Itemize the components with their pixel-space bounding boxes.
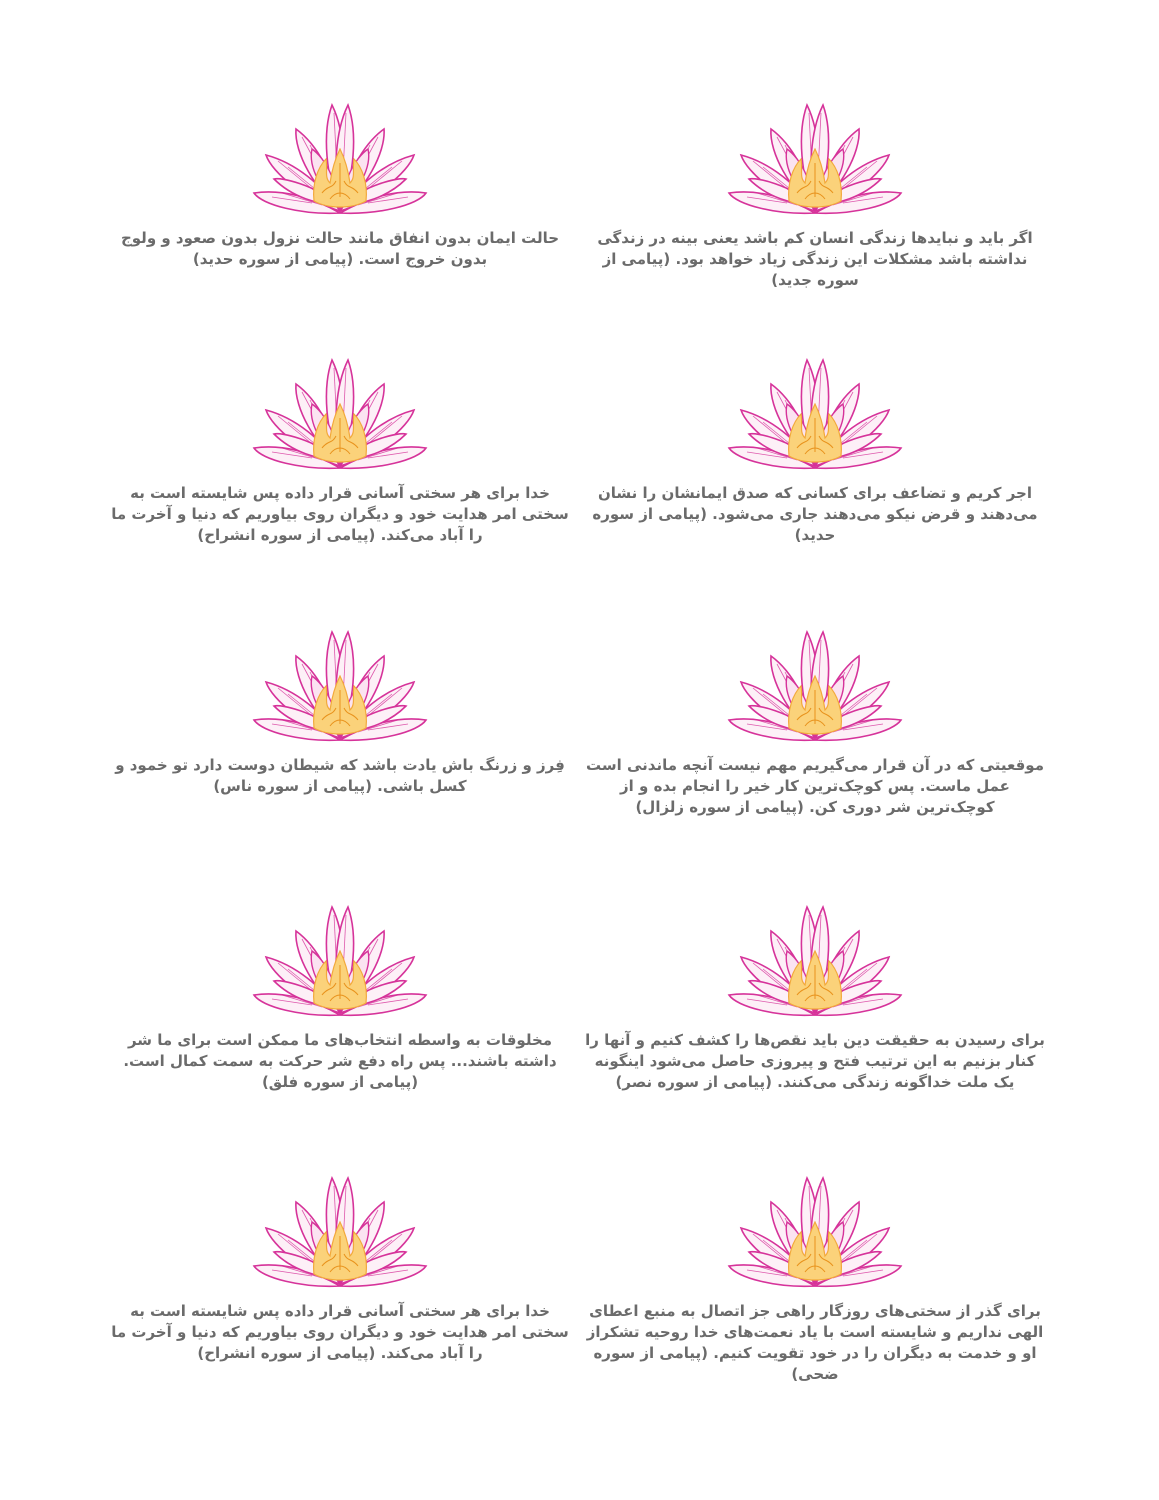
card-4 (110, 345, 570, 546)
card-7 (585, 892, 1045, 1093)
lotus-flower-icon (252, 617, 428, 753)
quote-text: خدا برای هر سختی آسانی قرار داده پس شایسته است به سختی امر هدایت خود و دیگران روی بیاوریم که دنیا و آخرت ما را آباد می‌کند. (پیامی از سوره انشراح) (111, 1302, 569, 1362)
quote-text: حالت ایمان بدون انفاق مانند حالت نزول بدون صعود و ولوج بدون خروج است. (پیامی از سوره حدید) (120, 229, 560, 268)
quote-text: اگر باید و نبایدها زندگی انسان کم باشد یعنی بینه در زندگی نداشته باشد مشکلات این زندگی زیاد خواهد بود. (پیامی از سوره جدید) (597, 229, 1033, 289)
card-5 (585, 617, 1045, 818)
card-6 (110, 617, 570, 797)
quote-text: خدا برای هر سختی آسانی قرار داده پس شایسته است به سختی امر هدایت خود و دیگران روی بیاوریم که دنیا و آخرت ما را آباد می‌کند. (پیامی از سوره انشراح) (111, 484, 569, 544)
quote-text: برای گذر از سختی‌های روزگار راهی جز اتصال به منبع اعطای الهی نداریم و شایسته است با یاد نعمت‌های خدا روحیه تشکراز او و خدمت به دیگران را در خود تقویت کنیم. (پیامی از سوره ضحی) (586, 1302, 1044, 1383)
lotus-flower-icon (252, 892, 428, 1028)
quote-text: موقعیتی که در آن قرار می‌گیریم مهم نیست آنچه ماندنی است عمل ماست. پس کوچک‌ترین کار خیر را انجام بده و از کوچک‌ترین شر دوری کن. (پیامی از سوره زلزال) (585, 756, 1044, 816)
card-8 (110, 892, 570, 1093)
card-2 (110, 90, 570, 270)
card-10 (110, 1163, 570, 1364)
lotus-flower-icon (252, 1163, 428, 1299)
lotus-flower-icon (252, 90, 428, 226)
lotus-flower-icon (727, 892, 903, 1028)
quote-text: مخلوقات به واسطه انتخاب‌های ما ممکن است برای ما شر داشته باشند... پس راه دفع شر حرکت به سمت کمال است. (پیامی از سوره فلق) (123, 1031, 557, 1091)
quote-text: اجر کریم و تضاعف برای کسانی که صدق ایمانشان را نشان می‌دهند و قرض نیکو می‌دهند جاری می‌شود. (پیامی از سوره حدید) (592, 484, 1038, 544)
card-9 (585, 1163, 1045, 1385)
quote-text: فِرز و زرنگ باش یادت باشد که شیطان دوست دارد تو خمود و کسل باشی. (پیامی از سوره ناس) (115, 756, 565, 795)
quote-text: برای رسیدن به حقیقت دین باید نقص‌ها را کشف کنیم و آنها را کنار بزنیم به این ترتیب فتح و پیروزی حاصل می‌شود اینگونه یک ملت خداگونه زندگی می‌کنند. (پیامی از سوره نصر) (585, 1031, 1045, 1091)
lotus-flower-icon (727, 345, 903, 481)
lotus-flower-icon (252, 345, 428, 481)
card-1 (585, 90, 1045, 291)
card-3 (585, 345, 1045, 546)
lotus-flower-icon (727, 617, 903, 753)
lotus-flower-icon (727, 1163, 903, 1299)
lotus-flower-icon (727, 90, 903, 226)
